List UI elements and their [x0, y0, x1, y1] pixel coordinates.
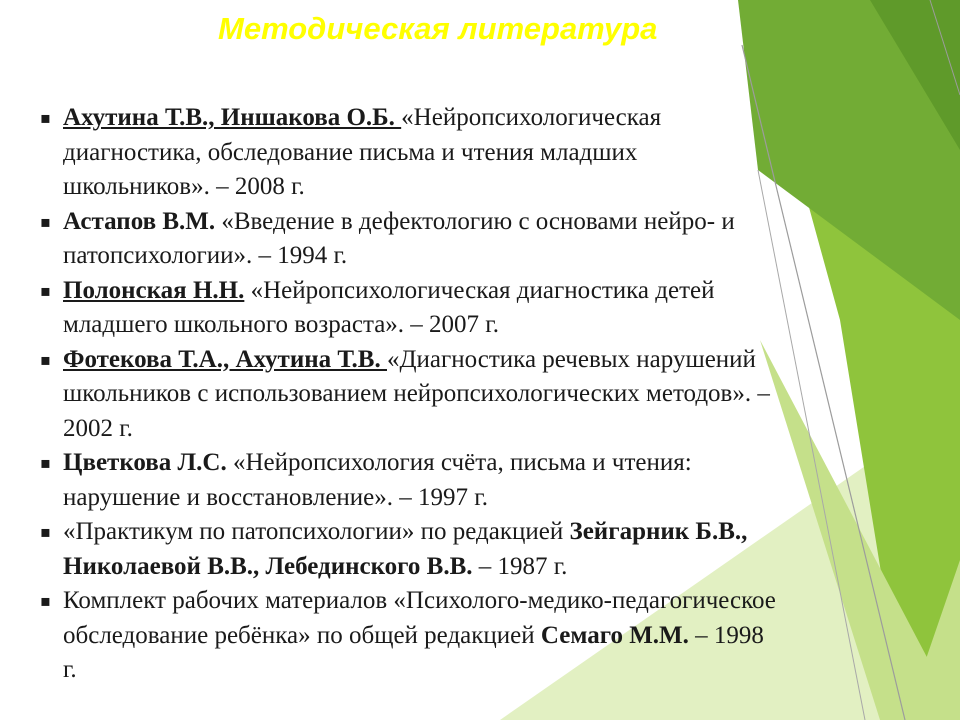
reference-item — [40, 101, 780, 205]
reference-prefix: «Практикум по патопсихологии» по редакцией — [63, 518, 570, 545]
reference-item — [40, 205, 780, 274]
reference-item — [40, 343, 780, 447]
square-bullet-icon: ▪ — [40, 280, 51, 300]
reference-title: «Нейропсихология счёта, письма и чтения: нарушение и восстановление». – 1997 г. — [63, 449, 692, 511]
reference-author: Семаго М.М. — [540, 621, 689, 649]
reference-title: «Введение в дефектологию с основами нейро- и патопсихологии». – 1994 г. — [63, 207, 735, 269]
square-bullet-icon: ▪ — [40, 211, 51, 231]
square-bullet-icon: ▪ — [40, 591, 51, 610]
reference-title: «Диагностика речевых нарушений школьников с использованием нейропсихологических методов». – 2002 г. — [63, 345, 770, 442]
square-bullet-icon: ▪ — [40, 349, 51, 369]
reference-year: – 1987 г. — [472, 552, 568, 580]
square-bullet-icon: ▪ — [40, 108, 51, 127]
reference-year: – 1998 г. — [63, 621, 764, 683]
reference-list — [40, 101, 780, 688]
reference-title: «Нейропсихологическая диагностика, обследование письма и чтения младших школьников». – 2008 г. — [63, 104, 662, 200]
reference-author: Астапов В.М. — [63, 207, 216, 235]
reference-item — [40, 584, 780, 688]
reference-author: Цветкова Л.С. — [63, 449, 227, 476]
square-bullet-icon: ▪ — [40, 522, 51, 541]
reference-item — [40, 446, 780, 515]
reference-title: «Нейропсихологическая диагностика детей младшего школьного возраста». – 2007 г. — [63, 276, 715, 338]
square-bullet-icon: ▪ — [40, 453, 51, 472]
slide-title: Методическая литература — [218, 11, 658, 46]
reference-item — [40, 274, 780, 343]
reference-author: Фотекова Т.А., Ахутина Т.В. — [63, 345, 387, 373]
reference-author: Ахутина Т.В., Иншакова О.Б. — [63, 104, 402, 131]
reference-prefix: Комплект рабочих материалов «Психолого-медико-педагогическое обследование ребёнка» по общей редакцией — [63, 587, 776, 649]
reference-author: Полонская Н.Н. — [63, 276, 245, 304]
reference-item — [40, 515, 780, 584]
reference-author: Зейгарник Б.В., Николаевой В.В., Лебединского В.В. — [63, 518, 748, 580]
